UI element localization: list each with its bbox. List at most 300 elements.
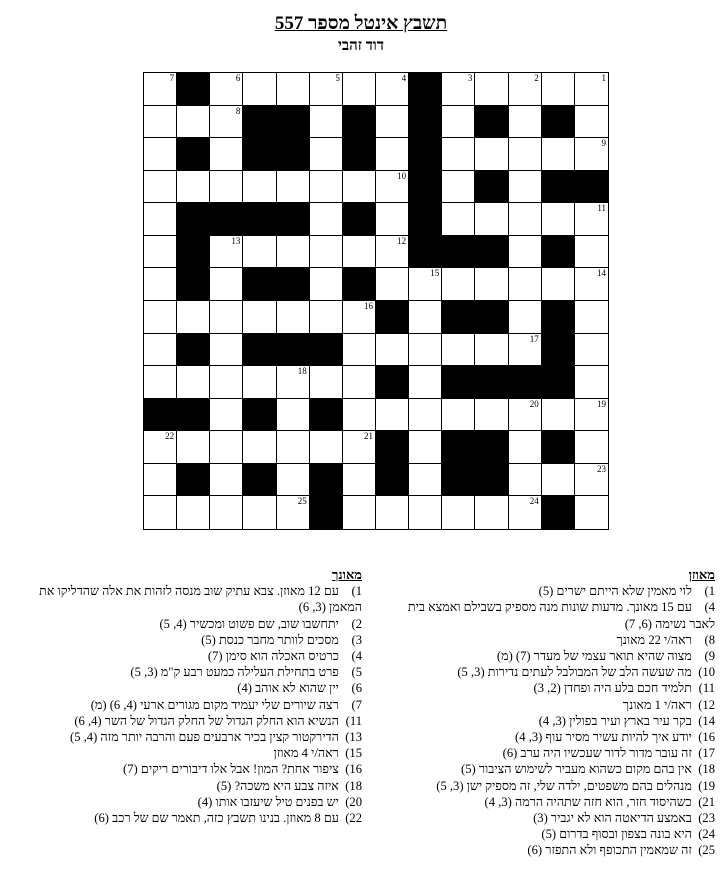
- clue-text: הנשיא הוא החלק הגדול של החלק הגדול של השר (4, 6): [74, 713, 342, 728]
- cell-number: 16: [363, 301, 373, 311]
- cell-number: 3: [467, 73, 473, 83]
- clue-text: מצוה שהיא תואר עצמי של מעדר (7) (מ): [496, 649, 695, 664]
- black-cell: [376, 431, 409, 464]
- grid-cell[interactable]: [144, 431, 177, 464]
- grid-cell[interactable]: [243, 496, 276, 529]
- grid-cell[interactable]: [542, 268, 575, 301]
- black-cell: [343, 138, 376, 171]
- clue-text: עם 12 מאוזן. צבא עתיק שוב מנסה לזהות את אלה שהדליקו את המאמן (3, 6): [39, 584, 362, 615]
- clue-number: 12): [698, 697, 715, 712]
- grid-cell[interactable]: [277, 236, 310, 269]
- clue-item: [4, 761, 362, 777]
- crossword-grid: [143, 72, 609, 530]
- grid-cell[interactable]: [409, 496, 442, 529]
- black-cell: [442, 464, 475, 497]
- grid-cell[interactable]: [210, 138, 243, 171]
- black-cell: [542, 106, 575, 139]
- grid-cell[interactable]: [144, 138, 177, 171]
- clue-number: 3): [351, 632, 362, 647]
- grid-cell[interactable]: [542, 203, 575, 236]
- clue-number: 10): [698, 665, 715, 680]
- grid-cell[interactable]: [310, 236, 343, 269]
- black-cell: [243, 106, 276, 139]
- clue-number: 23): [698, 811, 715, 826]
- grid-cell[interactable]: [409, 334, 442, 367]
- grid-cell[interactable]: [243, 171, 276, 204]
- clue-text: לוי מאמין שלא הייתם ישרים (5): [538, 584, 695, 599]
- black-cell: [277, 268, 310, 301]
- black-cell: [409, 203, 442, 236]
- clue-item: [399, 745, 715, 761]
- grid-cell[interactable]: [144, 106, 177, 139]
- clue-item: [4, 664, 362, 680]
- black-cell: [177, 334, 210, 367]
- black-cell: [177, 399, 210, 432]
- clue-item: [399, 680, 715, 696]
- black-cell: [376, 464, 409, 497]
- clue-number: 24): [698, 827, 715, 842]
- black-cell: [343, 268, 376, 301]
- clue-text: כשהיסוד חזר, הוא חזה שתהיה הרמה (3, 4): [484, 794, 695, 809]
- down-heading: מאונך: [332, 567, 362, 582]
- grid-cell[interactable]: [509, 496, 542, 529]
- cell-number: 11: [597, 203, 606, 214]
- clue-item: [399, 729, 715, 745]
- clue-text: באמצע הדיאטה הוא לא יגביר (3): [533, 811, 695, 826]
- grid-cell[interactable]: [210, 171, 243, 204]
- black-cell: [475, 431, 508, 464]
- cell-number: 19: [596, 398, 606, 409]
- black-cell: [542, 496, 575, 529]
- black-cell: [177, 203, 210, 236]
- grid-cell[interactable]: [177, 366, 210, 399]
- grid-cell[interactable]: [310, 106, 343, 139]
- clue-number: 2): [351, 616, 362, 631]
- grid-cell[interactable]: [509, 431, 542, 464]
- grid-cell[interactable]: [475, 73, 508, 106]
- cell-number: 4: [401, 73, 407, 83]
- clue-number: 16): [698, 730, 715, 745]
- clue-text: בקר עיר בארץ ועיר בפולין (3, 4): [538, 713, 695, 728]
- grid-cell[interactable]: [376, 203, 409, 236]
- grid-cell[interactable]: [409, 301, 442, 334]
- black-cell: [409, 138, 442, 171]
- clue-text: כרטיס האכלה הוא סימן (7): [207, 649, 342, 664]
- clue-text: ראה/י 4 מאוזן: [273, 746, 342, 761]
- grid-cell[interactable]: [575, 431, 608, 464]
- clue-text: עם 8 מאוזן. בנינו תשבץ כזה, תאמר שם של רכב (6): [94, 811, 342, 826]
- clue-item: [4, 713, 362, 729]
- grid-cell[interactable]: [144, 268, 177, 301]
- cell-number: 14: [596, 268, 606, 279]
- grid-cell[interactable]: [277, 431, 310, 464]
- grid-cell[interactable]: [310, 73, 343, 106]
- grid-cell[interactable]: [210, 334, 243, 367]
- grid-cell[interactable]: [343, 171, 376, 204]
- black-cell: [542, 301, 575, 334]
- black-cell: [343, 203, 376, 236]
- grid-cell[interactable]: [475, 138, 508, 171]
- clue-item: [4, 810, 362, 826]
- black-cell: [376, 301, 409, 334]
- grid-cell[interactable]: [475, 203, 508, 236]
- across-clues: [399, 567, 715, 859]
- grid-cell[interactable]: [542, 73, 575, 106]
- grid-cell[interactable]: [575, 236, 608, 269]
- grid-cell[interactable]: [277, 496, 310, 529]
- cell-number: 1: [601, 73, 606, 83]
- clue-number: 11): [345, 713, 362, 728]
- grid-cell[interactable]: [376, 399, 409, 432]
- black-cell: [277, 138, 310, 171]
- grid-cell[interactable]: [575, 268, 608, 301]
- grid-cell[interactable]: [575, 301, 608, 334]
- grid-cell[interactable]: [409, 268, 442, 301]
- grid-cell[interactable]: [177, 496, 210, 529]
- grid-cell[interactable]: [409, 399, 442, 432]
- grid-cell[interactable]: [243, 73, 276, 106]
- clue-item: [4, 648, 362, 664]
- grid-cell[interactable]: [509, 171, 542, 204]
- grid-cell[interactable]: [509, 138, 542, 171]
- black-cell: [475, 464, 508, 497]
- cell-number: 15: [430, 268, 440, 279]
- grid-cell[interactable]: [343, 236, 376, 269]
- grid-cell[interactable]: [376, 171, 409, 204]
- black-cell: [475, 366, 508, 399]
- black-cell: [310, 399, 343, 432]
- clue-text: יין שהוא לא אוהב (4): [237, 681, 342, 696]
- grid-cell[interactable]: [343, 431, 376, 464]
- grid-cell[interactable]: [575, 138, 608, 171]
- grid-cell[interactable]: [475, 268, 508, 301]
- grid-cell[interactable]: [144, 171, 177, 204]
- grid-cell[interactable]: [144, 366, 177, 399]
- grid-cell[interactable]: [376, 106, 409, 139]
- clue-text: מסכים לוותר מחבר כנסת (5): [201, 632, 342, 647]
- black-cell: [177, 73, 210, 106]
- grid-cell[interactable]: [509, 203, 542, 236]
- grid-cell[interactable]: [575, 399, 608, 432]
- grid-cell[interactable]: [310, 301, 343, 334]
- black-cell: [475, 301, 508, 334]
- grid-cell[interactable]: [575, 334, 608, 367]
- black-cell: [243, 138, 276, 171]
- grid-cell[interactable]: [310, 366, 343, 399]
- grid-cell[interactable]: [575, 496, 608, 529]
- grid-cell[interactable]: [144, 203, 177, 236]
- black-cell: [343, 106, 376, 139]
- grid-cell[interactable]: [177, 106, 210, 139]
- black-cell: [475, 236, 508, 269]
- clue-text: אין בהם מקום כשהוא מעביר לשימוש הציבור (5): [461, 762, 695, 777]
- clue-number: 13): [345, 730, 362, 745]
- clue-item: [399, 697, 715, 713]
- clue-item: [399, 583, 715, 599]
- grid-cell[interactable]: [310, 268, 343, 301]
- grid-cell[interactable]: [442, 399, 475, 432]
- black-cell: [542, 431, 575, 464]
- grid-cell[interactable]: [210, 464, 243, 497]
- grid-cell[interactable]: [210, 399, 243, 432]
- clue-text: ראה/י 1 מאונך: [622, 697, 695, 712]
- cell-number: 23: [596, 463, 606, 474]
- clue-number: 4): [704, 600, 715, 615]
- clue-number: 22): [345, 811, 362, 826]
- grid-cell[interactable]: [509, 334, 542, 367]
- black-cell: [509, 366, 542, 399]
- grid-cell[interactable]: [442, 496, 475, 529]
- grid-cell[interactable]: [442, 171, 475, 204]
- clue-text: יש בפנים טיל שיעזבו אותו (4): [197, 794, 342, 809]
- cell-number: 12: [397, 235, 407, 246]
- clue-item: [4, 697, 362, 713]
- clue-number: 19): [698, 778, 715, 793]
- clue-number: 11): [698, 681, 715, 696]
- black-cell: [542, 334, 575, 367]
- grid-cell[interactable]: [144, 236, 177, 269]
- grid-cell[interactable]: [343, 496, 376, 529]
- black-cell: [442, 236, 475, 269]
- clue-item: [399, 810, 715, 826]
- grid-cell[interactable]: [144, 464, 177, 497]
- down-clue-list: [4, 583, 362, 826]
- clue-item: [4, 794, 362, 810]
- clue-text: עם 15 מאונך. מדעות שונות מנה מספיק בשבילם ואמצא בית לאבר נשימה (6, 7): [407, 600, 715, 631]
- grid-cell[interactable]: [376, 236, 409, 269]
- black-cell: [542, 171, 575, 204]
- clue-item: [4, 616, 362, 632]
- grid-cell[interactable]: [343, 301, 376, 334]
- clue-item: [399, 842, 715, 858]
- grid-cell[interactable]: [542, 464, 575, 497]
- grid-cell[interactable]: [442, 334, 475, 367]
- grid-cell[interactable]: [310, 171, 343, 204]
- grid-cell[interactable]: [442, 73, 475, 106]
- grid-cell[interactable]: [509, 399, 542, 432]
- clue-text: מנהלים בהם משפטים, ילדה שלי, זה מספיק ישן (3, 5): [436, 778, 695, 793]
- clue-item: [399, 713, 715, 729]
- black-cell: [177, 464, 210, 497]
- clue-number: 4): [351, 649, 362, 664]
- grid-cell[interactable]: [376, 268, 409, 301]
- grid-cell[interactable]: [376, 138, 409, 171]
- clue-number: 1): [704, 584, 715, 599]
- clue-number: 16): [345, 762, 362, 777]
- black-cell: [409, 171, 442, 204]
- black-cell: [442, 431, 475, 464]
- grid-cell[interactable]: [210, 301, 243, 334]
- clue-number: 5): [351, 665, 362, 680]
- grid-cell[interactable]: [210, 268, 243, 301]
- grid-cell[interactable]: [210, 496, 243, 529]
- grid-cell[interactable]: [509, 301, 542, 334]
- grid-cell[interactable]: [144, 73, 177, 106]
- grid-cell[interactable]: [475, 496, 508, 529]
- grid-cell[interactable]: [509, 106, 542, 139]
- clue-item: [399, 648, 715, 664]
- grid-cell[interactable]: [177, 171, 210, 204]
- black-cell: [376, 366, 409, 399]
- cell-number: 21: [363, 431, 373, 442]
- black-cell: [409, 236, 442, 269]
- grid-cell[interactable]: [144, 496, 177, 529]
- clue-number: 21): [698, 794, 715, 809]
- clue-text: יודע איך להיות עשיר מסיר עוף (3, 4): [515, 730, 695, 745]
- grid-cell[interactable]: [542, 138, 575, 171]
- clue-number: 6): [351, 681, 362, 696]
- grid-cell[interactable]: [210, 73, 243, 106]
- clue-text: יתחשבו שוב, שם פשוט ומכשיר (4, 5): [159, 616, 342, 631]
- across-clue-list: [399, 583, 715, 858]
- grid-cell[interactable]: [509, 464, 542, 497]
- grid-cell[interactable]: [210, 106, 243, 139]
- across-heading: מאוזן: [688, 567, 715, 582]
- grid-cell[interactable]: [243, 431, 276, 464]
- grid-cell[interactable]: [575, 106, 608, 139]
- clue-item: [399, 664, 715, 680]
- grid-cell[interactable]: [542, 399, 575, 432]
- grid-cell[interactable]: [243, 301, 276, 334]
- grid-cell[interactable]: [575, 203, 608, 236]
- clue-number: 18): [345, 778, 362, 793]
- black-cell: [277, 106, 310, 139]
- black-cell: [177, 236, 210, 269]
- grid-cell[interactable]: [277, 301, 310, 334]
- clue-text: היא בונה בצפון ובסוף בדרום (5): [541, 827, 695, 842]
- grid-cell[interactable]: [243, 366, 276, 399]
- grid-cell[interactable]: [376, 73, 409, 106]
- grid-cell[interactable]: [575, 366, 608, 399]
- grid-cell[interactable]: [310, 203, 343, 236]
- grid-cell[interactable]: [509, 236, 542, 269]
- black-cell: [210, 203, 243, 236]
- grid-cell[interactable]: [343, 366, 376, 399]
- grid-cell[interactable]: [243, 236, 276, 269]
- black-cell: [409, 106, 442, 139]
- grid-cell[interactable]: [277, 73, 310, 106]
- cell-number: 17: [529, 333, 539, 344]
- black-cell: [542, 366, 575, 399]
- grid-cell[interactable]: [343, 399, 376, 432]
- clue-item: [4, 745, 362, 761]
- clue-number: 25): [698, 843, 715, 858]
- black-cell: [243, 399, 276, 432]
- black-cell: [243, 464, 276, 497]
- grid-cell[interactable]: [343, 73, 376, 106]
- clue-number: 17): [698, 746, 715, 761]
- grid-cell[interactable]: [442, 268, 475, 301]
- clue-text: פרט בתחילת העלילה כמעט רבע ק"מ (3, 5): [130, 665, 342, 680]
- clue-text: ראה/י 22 מאונך: [616, 632, 695, 647]
- clue-text: הדירקטור קצין בכיר ארבעים פעם והרבה יותר מזה (4, 5): [70, 730, 342, 745]
- cell-number: 6: [235, 73, 241, 83]
- black-cell: [442, 366, 475, 399]
- clue-item: [4, 632, 362, 648]
- clue-number: 1): [351, 584, 362, 599]
- clue-text: זה עובר מדור לדור שעכשיו היה ערב (6): [502, 746, 695, 761]
- grid-cell[interactable]: [442, 106, 475, 139]
- grid-cell[interactable]: [409, 464, 442, 497]
- black-cell: [277, 334, 310, 367]
- clue-item: [399, 599, 715, 631]
- clue-text: רצה שיורים שלי יעמיד מקום מגורים ארעי (4, 6) (מ): [90, 697, 342, 712]
- grid-cell[interactable]: [575, 464, 608, 497]
- grid-cell[interactable]: [376, 496, 409, 529]
- clue-number: 18): [698, 762, 715, 777]
- grid-cell[interactable]: [343, 464, 376, 497]
- black-cell: [542, 236, 575, 269]
- clue-item: [399, 778, 715, 794]
- grid-cell[interactable]: [376, 334, 409, 367]
- clue-item: [4, 778, 362, 794]
- clue-number: 9): [704, 649, 715, 664]
- grid-cell[interactable]: [509, 268, 542, 301]
- clue-number: 15): [345, 746, 362, 761]
- cell-number: 5: [335, 73, 340, 83]
- black-cell: [177, 138, 210, 171]
- clue-text: זה שמאמין התכופף ולא התפזר (6): [527, 843, 695, 858]
- cell-number: 13: [231, 235, 241, 246]
- grid-cell[interactable]: [442, 138, 475, 171]
- cell-number: 20: [529, 398, 539, 409]
- grid-cell[interactable]: [277, 399, 310, 432]
- grid-cell[interactable]: [144, 334, 177, 367]
- puzzle-author: דוד זהבי: [338, 38, 384, 54]
- clue-item: [399, 761, 715, 777]
- grid-cell[interactable]: [409, 431, 442, 464]
- clue-number: 7): [351, 697, 362, 712]
- grid-cell[interactable]: [475, 334, 508, 367]
- grid-cell[interactable]: [409, 366, 442, 399]
- black-cell: [243, 334, 276, 367]
- cell-number: 7: [169, 73, 175, 83]
- cell-number: 10: [397, 170, 407, 181]
- grid-cell[interactable]: [310, 138, 343, 171]
- cell-number: 25: [297, 496, 307, 507]
- grid-cell[interactable]: [442, 203, 475, 236]
- clue-text: ציפור אחת? המון! אבל אלו דיבורים ריקים (7): [123, 762, 342, 777]
- black-cell: [310, 334, 343, 367]
- grid-cell[interactable]: [144, 301, 177, 334]
- grid-cell[interactable]: [509, 73, 542, 106]
- grid-cell[interactable]: [310, 431, 343, 464]
- clue-item: [399, 632, 715, 648]
- grid-cell[interactable]: [210, 431, 243, 464]
- grid-cell[interactable]: [277, 171, 310, 204]
- cell-number: 24: [529, 496, 539, 507]
- black-cell: [475, 171, 508, 204]
- grid-cell[interactable]: [177, 431, 210, 464]
- grid-cell[interactable]: [210, 366, 243, 399]
- black-cell: [409, 73, 442, 106]
- grid-cell[interactable]: [575, 73, 608, 106]
- clue-text: תלמיד חכם בלע היה ופחדן (2, 3): [533, 681, 695, 696]
- black-cell: [310, 496, 343, 529]
- grid-cell[interactable]: [343, 334, 376, 367]
- black-cell: [277, 203, 310, 236]
- puzzle-title: [0, 13, 722, 35]
- black-cell: [243, 203, 276, 236]
- cell-number: 18: [297, 366, 307, 377]
- grid-cell[interactable]: [177, 301, 210, 334]
- grid-cell[interactable]: [277, 464, 310, 497]
- grid-cell[interactable]: [210, 236, 243, 269]
- black-cell: [144, 399, 177, 432]
- puzzle-title-text: תשבץ אינטל מספר 557: [274, 13, 448, 34]
- grid-cell[interactable]: [475, 399, 508, 432]
- grid-cell[interactable]: [277, 366, 310, 399]
